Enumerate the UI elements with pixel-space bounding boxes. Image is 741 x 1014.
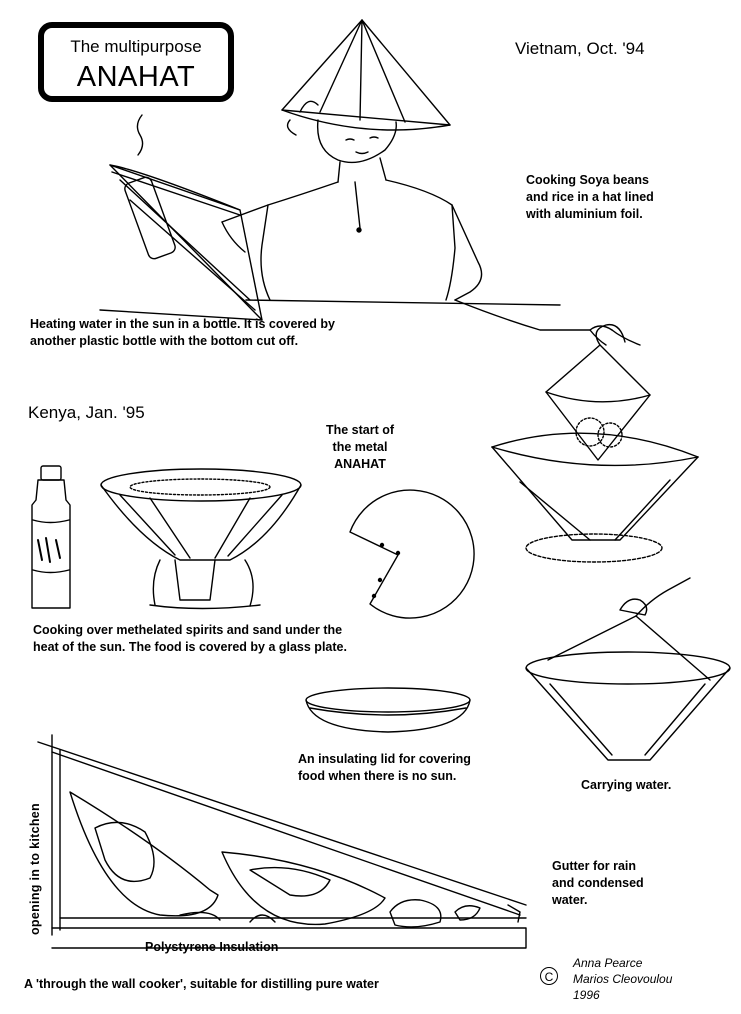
label-opening-kitchen: opening in to kitchen xyxy=(28,803,42,935)
credit-name: Anna Pearce xyxy=(573,956,643,970)
caption-soya-line: and rice in a hat lined xyxy=(526,190,654,204)
title-line-1: The multipurpose xyxy=(70,37,202,56)
hanging-bag-drawing xyxy=(492,325,698,562)
caption-bottle-line: Heating water in the sun in a bottle. It is covered by xyxy=(30,317,335,331)
title-line-2: ANAHAT xyxy=(76,61,196,93)
caption-gutter-line: and condensed xyxy=(552,876,644,890)
caption-spirits-line: Cooking over methelated spirits and sand under the xyxy=(33,623,343,637)
caption-soya xyxy=(526,172,654,223)
caption-gutter-line: Gutter for rain xyxy=(552,859,637,873)
label-insulation: Polystyrene Insulation xyxy=(145,940,279,954)
place-vietnam: Vietnam, Oct. '94 xyxy=(515,39,645,58)
copyright-symbol: C xyxy=(540,967,558,985)
caption-gutter xyxy=(552,858,644,909)
caption-bottle-line: another plastic bottle with the bottom cut off. xyxy=(30,334,299,348)
caption-metal-start-line: the metal xyxy=(332,440,388,454)
carrying-cone-drawing xyxy=(526,578,730,760)
caption-metal-start xyxy=(318,422,402,473)
caption-soya-line: Cooking Soya beans xyxy=(526,173,649,187)
caption-gutter-line: water. xyxy=(552,893,588,907)
caption-wall-cooker: A 'through the wall cooker', suitable for distilling pure water xyxy=(24,977,379,991)
credits-names xyxy=(573,955,672,1003)
caption-soya-line: with aluminium foil. xyxy=(526,207,643,221)
caption-carrying: Carrying water. xyxy=(581,778,672,792)
caption-metal-start-line: The start of xyxy=(325,423,395,437)
kenya-bottle-drawing xyxy=(32,466,70,608)
person-drawing xyxy=(222,120,640,345)
caption-spirits xyxy=(33,622,347,656)
insulating-lid-drawing xyxy=(306,688,470,732)
caption-lid-line: food when there is no sun. xyxy=(298,769,457,783)
caption-lid-line: An insulating lid for covering xyxy=(298,752,471,766)
bottle-cooker-drawing xyxy=(100,115,262,320)
caption-spirits-line: heat of the sun. The food is covered by a glass plate. xyxy=(33,640,347,654)
caption-lid xyxy=(298,751,471,785)
conical-hat-drawing xyxy=(282,20,450,135)
metal-disc-drawing xyxy=(350,490,474,618)
place-kenya: Kenya, Jan. '95 xyxy=(28,403,145,422)
caption-metal-start-line: ANAHAT xyxy=(334,457,386,471)
bowl-stand-drawing xyxy=(101,469,301,609)
title-box xyxy=(38,22,234,102)
credit-year: 1996 xyxy=(573,988,600,1002)
caption-bottle xyxy=(30,316,335,350)
credit-name: Marios Cleovoulou xyxy=(573,972,673,986)
